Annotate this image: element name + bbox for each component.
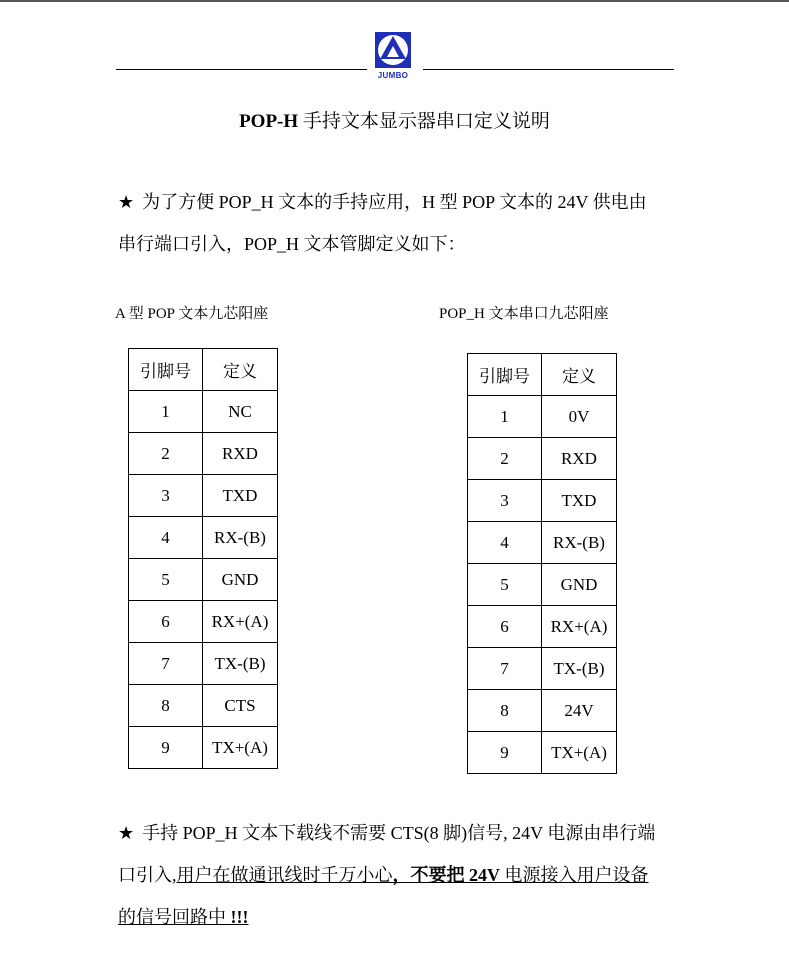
warning-text-2: ，不要把: [392, 865, 469, 885]
table-b: [467, 353, 617, 774]
table-header-row: [129, 349, 278, 391]
table-row: [468, 480, 617, 522]
table-row: [129, 643, 278, 685]
pin-definition: TXD: [542, 480, 617, 522]
table-row: [468, 690, 617, 732]
title-model: POP-H: [239, 111, 299, 132]
pin-number: 9: [468, 732, 542, 774]
table-row: [468, 606, 617, 648]
table-row: [468, 732, 617, 774]
pin-definition: GND: [542, 564, 617, 606]
pin-number: 6: [468, 606, 542, 648]
header-definition: 定义: [542, 354, 617, 396]
header-rule-left: [116, 69, 367, 70]
intro-text-1: 为了方便 POP_H 文本的手持应用，H 型 POP 文本的 24V 供电由: [142, 192, 647, 212]
pin-definition: 0V: [542, 396, 617, 438]
warning-exclaim: !!!: [230, 907, 249, 927]
pin-definition: TXD: [203, 475, 278, 517]
intro-paragraph: [118, 181, 678, 265]
header-pin: 引脚号: [129, 349, 203, 391]
pin-number: 8: [468, 690, 542, 732]
note-line-1: [118, 812, 678, 854]
pin-number: 8: [129, 685, 203, 727]
table-b-caption: POP_H 文本串口九芯阳座: [439, 306, 609, 322]
table-row: [468, 522, 617, 564]
note-line-3: [118, 896, 678, 938]
table-row: [129, 601, 278, 643]
pin-definition: CTS: [203, 685, 278, 727]
table-row: [129, 727, 278, 769]
pin-definition: RX+(A): [542, 606, 617, 648]
pin-definition: TX+(A): [203, 727, 278, 769]
pin-number: 4: [129, 517, 203, 559]
note-text-1: 手持 POP_H 文本下载线不需要 CTS(8 脚)信号, 24V 电源由串行端: [142, 823, 656, 843]
header-definition: 定义: [203, 349, 278, 391]
pin-definition: 24V: [542, 690, 617, 732]
star-icon: ★: [118, 823, 135, 843]
table-a-caption: A 型 POP 文本九芯阳座: [115, 306, 269, 322]
pin-number: 7: [129, 643, 203, 685]
pin-definition: RX+(A): [203, 601, 278, 643]
table-row: [129, 685, 278, 727]
table-row: [468, 438, 617, 480]
pin-definition: TX+(A): [542, 732, 617, 774]
pin-number: 5: [129, 559, 203, 601]
table-row: [468, 564, 617, 606]
table-row: [129, 391, 278, 433]
note-paragraph: [118, 812, 678, 938]
logo-text: JUMBO: [377, 71, 409, 80]
pin-definition: NC: [203, 391, 278, 433]
pin-definition: RX-(B): [203, 517, 278, 559]
title-text: 手持文本显示器串口定义说明: [298, 111, 550, 132]
note-text-2: 口引入,: [118, 865, 177, 885]
table-row: [129, 559, 278, 601]
table-row: [468, 648, 617, 690]
top-border: [0, 0, 789, 2]
table-header-row: [468, 354, 617, 396]
pin-number: 2: [129, 433, 203, 475]
header-pin: 引脚号: [468, 354, 542, 396]
document-title: [0, 106, 789, 133]
table-row: [129, 475, 278, 517]
header-rule-right: [423, 69, 674, 70]
pin-definition: RXD: [542, 438, 617, 480]
table-row: [468, 396, 617, 438]
warning-text-1: 用户在做通讯线时千万小心: [176, 865, 393, 885]
intro-line-2: 串行端口引入，POP_H 文本管脚定义如下：: [118, 234, 466, 254]
pin-definition: GND: [203, 559, 278, 601]
intro-line-1: [118, 181, 678, 223]
warning-text-4: 的信号回路中: [118, 907, 231, 927]
pin-number: 9: [129, 727, 203, 769]
pin-number: 6: [129, 601, 203, 643]
warning-text-3: 电源接入用户设备: [500, 865, 649, 885]
pin-number: 5: [468, 564, 542, 606]
note-line-2: [118, 854, 678, 896]
pin-number: 3: [468, 480, 542, 522]
table-row: [129, 433, 278, 475]
pin-definition: TX-(B): [203, 643, 278, 685]
pin-definition: TX-(B): [542, 648, 617, 690]
pin-number: 4: [468, 522, 542, 564]
pin-number: 2: [468, 438, 542, 480]
pin-number: 1: [129, 391, 203, 433]
table-row: [129, 517, 278, 559]
warning-voltage: 24V: [469, 865, 500, 885]
pin-definition: RXD: [203, 433, 278, 475]
pin-number: 1: [468, 396, 542, 438]
pin-number: 7: [468, 648, 542, 690]
logo-mark-icon: [375, 32, 411, 68]
jumbo-logo: [369, 32, 417, 82]
pin-definition: RX-(B): [542, 522, 617, 564]
star-icon: ★: [118, 192, 135, 212]
pin-number: 3: [129, 475, 203, 517]
table-a: [128, 348, 278, 769]
